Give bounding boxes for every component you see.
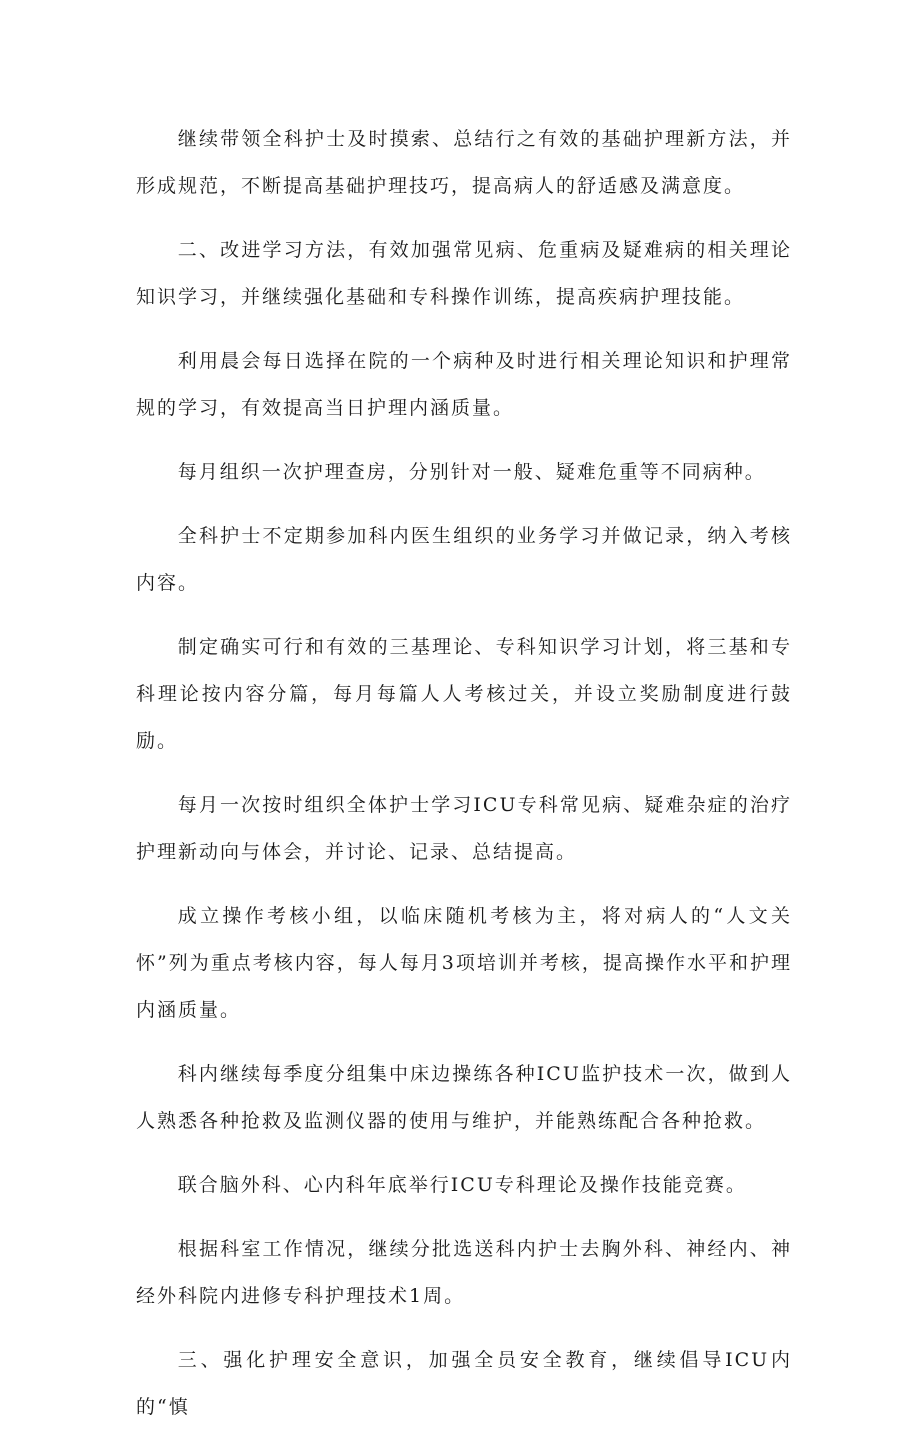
paragraph-basic-nursing: 继续带领全科护士及时摸索、总结行之有效的基础护理新方法，并形成规范，不断提高基础护理技巧，提高病人的舒适感及满意度。	[136, 128, 792, 197]
paragraph-section-three-heading: 三、强化护理安全意识，加强全员安全教育，继续倡导ICU内的“慎	[136, 1349, 792, 1418]
paragraph-three-basics-plan: 制定确实可行和有效的三基理论、专科知识学习计划，将三基和专科理论按内容分篇，每月每篇人人考核过关，并设立奖励制度进行鼓励。	[136, 636, 792, 752]
paragraph-icu-study: 每月一次按时组织全体护士学习ICU专科常见病、疑难杂症的治疗护理新动向与体会，并讨论、记录、总结提高。	[136, 794, 792, 863]
paragraph-operation-assessment: 成立操作考核小组，以临床随机考核为主，将对病人的“人文关怀”列为重点考核内容，每人每月3项培训并考核，提高操作水平和护理内涵质量。	[136, 905, 792, 1021]
paragraph-section-two-heading: 二、改进学习方法，有效加强常见病、危重病及疑难病的相关理论知识学习，并继续强化基础和专科操作训练，提高疾病护理技能。	[136, 239, 792, 308]
paragraph-training-rotation: 根据科室工作情况，继续分批选送科内护士去胸外科、神经内、神经外科院内进修专科护理技术1周。	[136, 1238, 792, 1307]
document-body	[136, 116, 792, 1448]
paragraph-morning-meeting: 利用晨会每日选择在院的一个病种及时进行相关理论知识和护理常规的学习，有效提高当日护理内涵质量。	[136, 350, 792, 419]
paragraph-doctor-study: 全科护士不定期参加科内医生组织的业务学习并做记录，纳入考核内容。	[136, 525, 792, 594]
paragraph-quarterly-drill: 科内继续每季度分组集中床边操练各种ICU监护技术一次，做到人人熟悉各种抢救及监测仪器的使用与维护，并能熟练配合各种抢救。	[136, 1063, 792, 1132]
paragraph-monthly-rounds: 每月组织一次护理查房，分别针对一般、疑难危重等不同病种。	[177, 461, 766, 483]
paragraph-skill-competition: 联合脑外科、心内科年底举行ICU专科理论及操作技能竞赛。	[177, 1174, 747, 1196]
